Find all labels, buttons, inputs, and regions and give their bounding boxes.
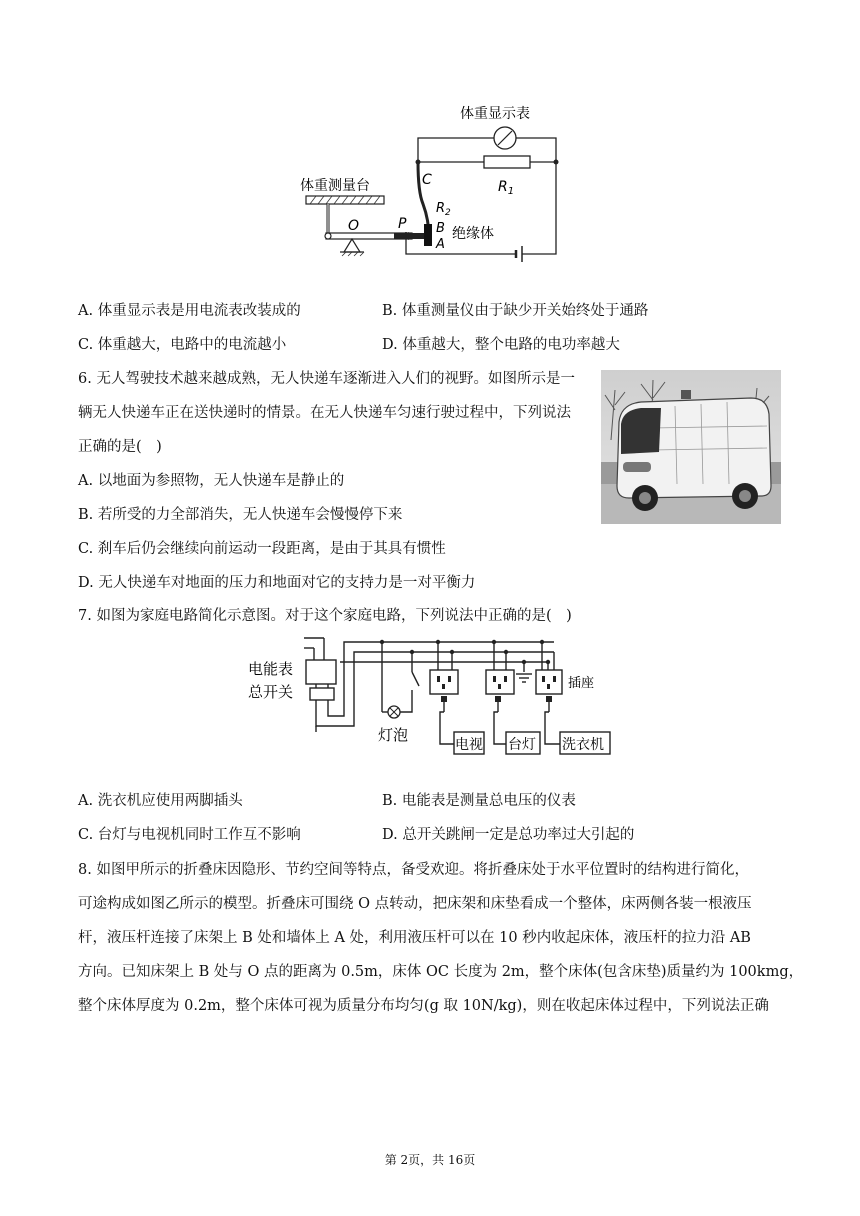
display-meter-label: 体重显示表	[460, 106, 530, 122]
q8-stem-line1: 8. 如图甲所示的折叠床因隐形、节约空间等特点，备受欢迎。将折叠床处于水平位置时的结构进行简化，	[78, 862, 749, 878]
insulator-label: 绝缘体	[452, 226, 494, 242]
point-b-label: B	[436, 221, 445, 236]
q5-option-c: C. 体重越大，电路中的电流越小	[78, 337, 287, 353]
q6-option-d: D. 无人快递车对地面的压力和地面对它的支持力是一对平衡力	[78, 575, 476, 591]
page-number-footer: 第 2页，共 16页	[384, 1153, 476, 1167]
q5-option-d: D. 体重越大，整个电路的电功率越大	[382, 337, 620, 353]
q7-option-a: A. 洗衣机应使用两脚插头	[78, 793, 243, 809]
meter-label: 电能表	[248, 660, 294, 678]
delivery-vehicle-photo	[601, 370, 781, 524]
q8-stem-line5: 整个床体厚度为 0.2m，整个床体可视为质量分布均匀(g 取 10N/kg)，则在收起床体过程中，下列说法正确	[78, 998, 769, 1014]
washer-label: 洗衣机	[562, 737, 604, 753]
bulb-label: 灯泡	[378, 726, 409, 744]
r1-label: R	[498, 179, 508, 195]
q5-option-a: A. 体重显示表是用电流表改装成的	[78, 303, 301, 319]
weight-scale-circuit-diagram	[290, 96, 580, 271]
q6-stem-line3: 正确的是( )	[78, 439, 162, 455]
tv-label: 电视	[455, 737, 483, 753]
q7-option-c: C. 台灯与电视机同时工作互不影响	[78, 827, 301, 843]
lamp-label: 台灯	[508, 737, 536, 753]
socket-label: 插座	[568, 676, 595, 691]
q5-option-b: B. 体重测量仪由于缺少开关始终处于通路	[382, 303, 649, 319]
home-circuit-diagram	[244, 632, 624, 762]
q6-option-a: A. 以地面为参照物，无人快递车是静止的	[78, 473, 345, 489]
point-o-label: O	[348, 218, 360, 234]
q8-stem-line2: 可途构成如图乙所示的模型。折叠床可围绕 O 点转动，把床架和床垫看成一个整体，床两侧各装一根液压	[78, 896, 752, 912]
q7-stem: 7. 如图为家庭电路简化示意图。对于这个家庭电路，下列说法中正确的是( )	[78, 608, 572, 624]
q6-stem-line2: 辆无人快递车正在送快递时的情景。在无人快递车匀速行驶过程中，下列说法	[78, 405, 571, 421]
svg-text:R1	[498, 179, 514, 197]
q6-option-c: C. 刹车后仍会继续向前运动一段距离，是由于其具有惯性	[78, 541, 446, 557]
q8-stem-line4: 方向。已知床架上 B 处与 O 点的距离为 0.5m，床体 OC 长度为 2m，整个床体(包含床垫)质量约为 100kmg，	[78, 964, 804, 980]
r2-label: R	[436, 201, 446, 216]
q7-option-d: D. 总开关跳闸一定是总功率过大引起的	[382, 827, 635, 843]
q6-stem-line1: 6. 无人驾驶技术越来越成熟，无人快递车逐渐进入人们的视野。如图所示是一	[78, 371, 575, 387]
platform-label: 体重测量台	[300, 178, 370, 194]
pivot-support	[344, 239, 360, 252]
point-c-label: C	[422, 172, 432, 188]
point-p-label: P	[398, 216, 407, 232]
resistor-r1	[484, 156, 530, 168]
svg-text:R2	[436, 201, 451, 218]
main-switch-label: 总开关	[248, 683, 294, 701]
q6-option-b: B. 若所受的力全部消失，无人快递车会慢慢停下来	[78, 507, 403, 523]
point-a-label: A	[436, 237, 445, 252]
insulator-block	[424, 224, 432, 246]
r2-subscript: 2	[445, 208, 451, 218]
r1-subscript: 1	[507, 186, 515, 197]
q8-stem-line3: 杆，液压杆连接了床架上 B 处和墙体上 A 处，利用液压杆可以在 10 秒内收起床体，液压杆的拉力沿 AB	[78, 930, 751, 946]
q7-option-b: B. 电能表是测量总电压的仪表	[382, 793, 576, 809]
